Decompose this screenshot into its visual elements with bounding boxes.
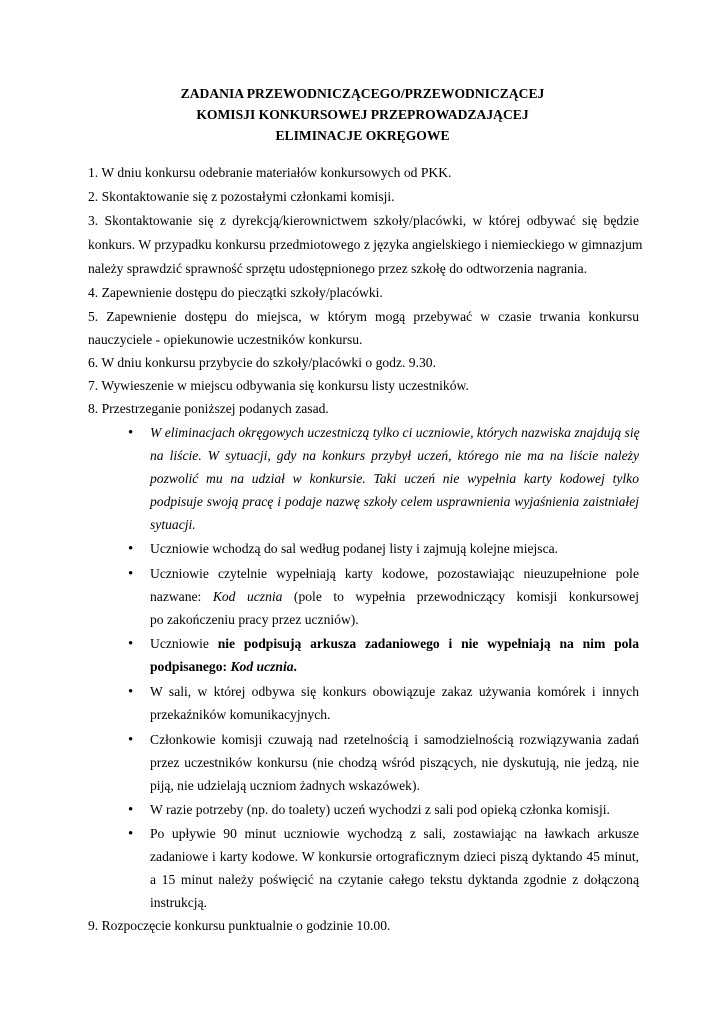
kod-ucznia-label: Kod ucznia: [212, 589, 283, 604]
rule-4-text: Uczniowie: [150, 636, 218, 651]
bullet-icon: •: [128, 425, 134, 441]
item-7: 7. Wywieszenie w miejscu odbywania się konkursu listy uczestników.: [88, 378, 469, 393]
bullet-icon: •: [128, 802, 134, 818]
rule-1-line-1: W eliminacjach okręgowych uczestniczą tylko ci uczniowie, których nazwiska znajdują się: [150, 425, 640, 440]
item-5-line-2: nauczyciele - opiekunowie uczestników konkursu.: [88, 332, 363, 347]
rule-5-line-2: przekaźników komunikacyjnych.: [150, 707, 331, 722]
kod-ucznia-label: Kod ucznia: [230, 659, 294, 674]
rule-8-line-3: a 15 minut należy poświęcić na czytanie całego tekstu dyktanda zgodnie z dołączoną: [150, 872, 639, 887]
rule-8-line-4: instrukcją.: [150, 895, 208, 910]
bullet-icon: •: [128, 732, 134, 748]
rule-1-line-2: na liście. W sytuacji, gdy na konkurs przybył uczeń, którego nie ma na liście należy: [150, 448, 639, 463]
document-title-line-1: ZADANIA PRZEWODNICZĄCEGO/PRZEWODNICZĄCEJ: [180, 86, 545, 101]
item-8: 8. Przestrzeganie poniższej podanych zasad.: [88, 401, 329, 416]
item-4: 4. Zapewnienie dostępu do pieczątki szkoły/placówki.: [88, 285, 383, 300]
document-title-line-2: KOMISJI KONKURSOWEJ PRZEPROWADZAJĄCEJ: [196, 107, 529, 122]
bullet-icon: •: [128, 636, 134, 652]
rule-4-bold-text: .: [293, 659, 297, 674]
document-title-line-3: ELIMINACJE OKRĘGOWE: [275, 128, 450, 143]
rule-2: Uczniowie wchodzą do sal według podanej listy i zajmują kolejne miejsca.: [150, 541, 559, 556]
rule-5-line-1: W sali, w której odbywa się konkurs obowiązuje zakaz używania komórek i innych: [150, 684, 639, 699]
rule-3-text: (pole to wypełnia przewodniczący komisji konkursowej: [282, 589, 639, 604]
item-9: 9. Rozpoczęcie konkursu punktualnie o godzinie 10.00.: [88, 918, 391, 933]
rule-4-bold-text: podpisanego:: [150, 659, 231, 674]
item-3-line-2: konkurs. W przypadku konkursu przedmiotowego z języka angielskiego i niemieckiego w gimnazjum: [88, 237, 643, 252]
rule-6-line-3: piją, nie udzielają uczniom żadnych wskazówek).: [150, 778, 420, 793]
rule-1-line-3: pozwolić mu na udział w konkursie. Taki uczeń nie wypełnia karty kodowej tylko: [150, 471, 639, 486]
rule-8-line-2: zadaniowe i karty kodowe. W konkursie ortograficznym dzieci piszą dyktando 45 minut,: [150, 849, 639, 864]
bullet-icon: •: [128, 566, 134, 582]
rule-6-line-1: Członkowie komisji czuwają nad rzetelnością i samodzielnością rozwiązywania zadań: [150, 732, 639, 747]
rule-3-text: nazwane:: [150, 589, 213, 604]
item-3-line-3: należy sprawdzić sprawność sprzętu udostępnionego przez szkołę do odtworzenia nagrania.: [88, 261, 588, 276]
bullet-icon: •: [128, 684, 134, 700]
item-3-line-1: 3. Skontaktowanie się z dyrekcją/kierownictwem szkoły/placówki, w której odbywać się będzie: [88, 213, 639, 228]
item-1: 1. W dniu konkursu odebranie materiałów konkursowych od PKK.: [88, 165, 452, 180]
rule-3-line-2: [150, 588, 639, 606]
bullet-icon: •: [128, 826, 134, 842]
item-2: 2. Skontaktowanie się z pozostałymi członkami komisji.: [88, 189, 395, 204]
rule-4-line-2: [150, 658, 297, 676]
rule-3-line-3: po zakończeniu pracy przez uczniów).: [150, 612, 359, 627]
rule-8-line-1: Po upływie 90 minut uczniowie wychodzą z sali, zostawiając na ławkach arkusze: [150, 826, 639, 841]
rule-3-line-1: Uczniowie czytelnie wypełniają karty kodowe, pozostawiając nieuzupełnione pole: [150, 566, 639, 581]
bullet-icon: •: [128, 541, 134, 557]
rule-1-line-5: sytuacji.: [150, 517, 196, 532]
rule-1-line-4: podpisuje swoją pracę i podaje nazwę szkoły celem usprawnienia wyjaśnienia zaistniałej: [150, 494, 639, 509]
rule-6-line-2: przez uczestników konkursu (nie chodzą wśród piszących, nie dyskutują, nie jedzą, nie: [150, 755, 639, 770]
rule-7: W razie potrzeby (np. do toalety) uczeń wychodzi z sali pod opieką członka komisji.: [150, 802, 610, 817]
item-6: 6. W dniu konkursu przybycie do szkoły/placówki o godz. 9.30.: [88, 355, 436, 370]
rule-4-bold-text: nie podpisują arkusza zadaniowego i nie wypełniają na nim pola: [217, 636, 640, 651]
item-5-line-1: 5. Zapewnienie dostępu do miejsca, w którym mogą przebywać w czasie trwania konkursu: [88, 309, 639, 324]
rule-4-line-1: [150, 635, 639, 653]
